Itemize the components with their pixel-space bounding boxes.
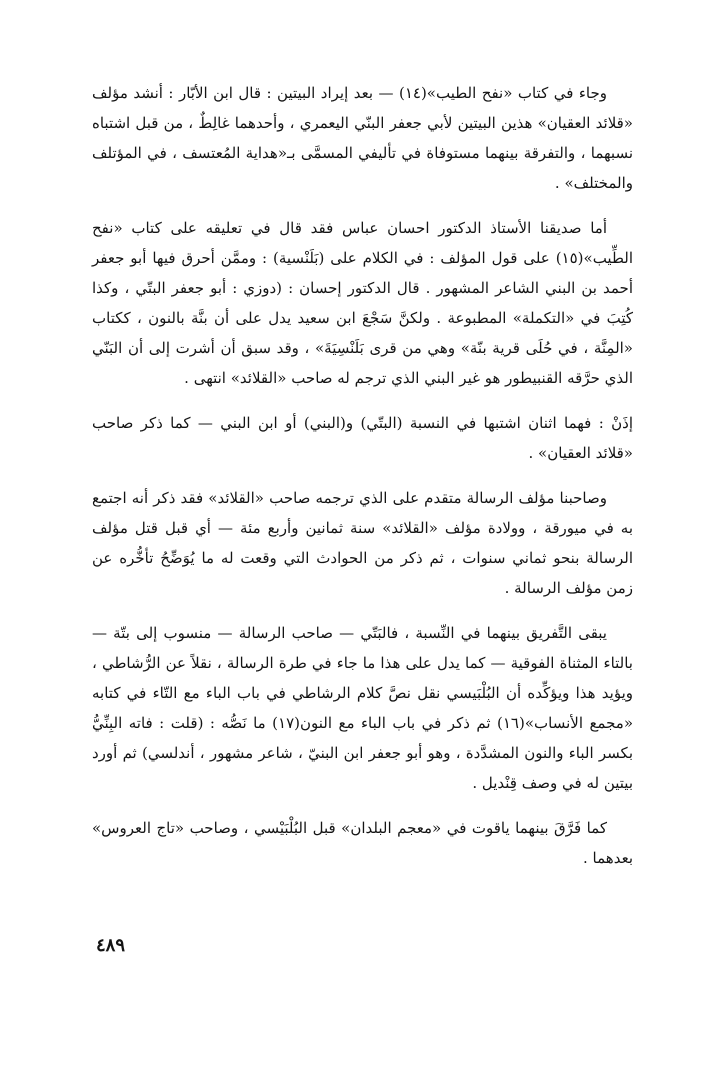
paragraph-ihsan-abbas-note: أما صديقنا الأستاذ الدكتور احسان عباس فقد قال في تعليقه على كتاب «نفح الطِّيب»(١٥) على قول المؤلف : في الكلام على (بَلَنْسية) : وممَّن أحرق فيها أبو جعفر أحمد بن البني الشاعر المشهور . قال الدكتور إحسان : (دوزي : أبو جعفر البتّي ، وكذا كُتِبَ في «التكملة» المطبوعة . ولكنَّ سَجْعَ ابن سعيد يدل على أن بنَّة بالنون ، ككتاب «المِنَّة ، في حُلَى قرية بنّة» وهي من قرى بَلَنْسِيَةَ» ، وقد سبق أن أشرت إلى أن البَنّي الذي حرَّقه القنبيطور هو غير البني الذي ترجم له صاحب «القلائد» انتهى . [92,219,633,387]
paragraph-two-persons: إذَنْ : فهما اثنان اشتبها في النسبة (البتّي) و(البني) أو ابن البني — كما ذكر صاحب «قلائد العقيان» . [92,414,633,462]
paragraph-author-chronology: وصاحبنا مؤلف الرسالة متقدم على الذي ترجمه صاحب «القلائد» فقد ذكر أنه اجتمع به في ميورقة ، وولادة مؤلف «القلائد» سنة ثمانين وأربع مئة — أي قبل قتل مؤلف الرسالة بنحو ثماني سنوات ، ثم ذكر من الحوادث التي وقعت له ما يُوَضِّحُ تأخُّره عن زمن مؤلف الرسالة . [92,489,633,597]
paragraph-yaqut: كما فَرَّقَ بينهما ياقوت في «معجم البلدان» قبل البُلْبَيْسي ، وصاحب «تاج العروس» بعدهما . [92,819,633,867]
paragraph-nisba-distinction: يبقى التَّفريق بينهما في النِّسبة ، فالبَتّي — صاحب الرسالة — منسوب إلى بتّة — بالتاء المثناة الفوقية — كما يدل على هذا ما جاء في طرة الرسالة ، نقلاً عن الرُّشاطي ، ويؤيد هذا ويؤكِّده أن البُلْبَيسي نقل نصَّ كلام الرشاطي في باب الباء مع التّاء في كتابه «مجمع الأنساب»(١٦) ثم ذكر في باب الباء مع النون(١٧) ما نَصُّه : (قلت : فاته البِنِّيُّ بكسر الباء والنون المشدَّدة ، وهو أبو جعفر ابن البنيّ ، شاعر مشهور ، أندلسي) ثم أورد بيتين له في وصف قِنْديل . [92,624,633,792]
paragraph-nafh-al-tib: وجاء في كتاب «نفح الطيب»(١٤) — بعد إيراد البيتين : قال ابن الأبّار : أنشد مؤلف «قلائد العقيان» هذين البيتين لأبي جعفر البنّي اليعمري ، وأحدهما غالِطٌ ، من قبل اشتباه نسبهما ، والتفرقة بينهما مستوفاة في تأليفي المسمَّى بـ«هداية المُعتسف ، في المؤتلف والمختلف» . [92,84,633,192]
page-number: ٤٨٩ [96,935,126,956]
